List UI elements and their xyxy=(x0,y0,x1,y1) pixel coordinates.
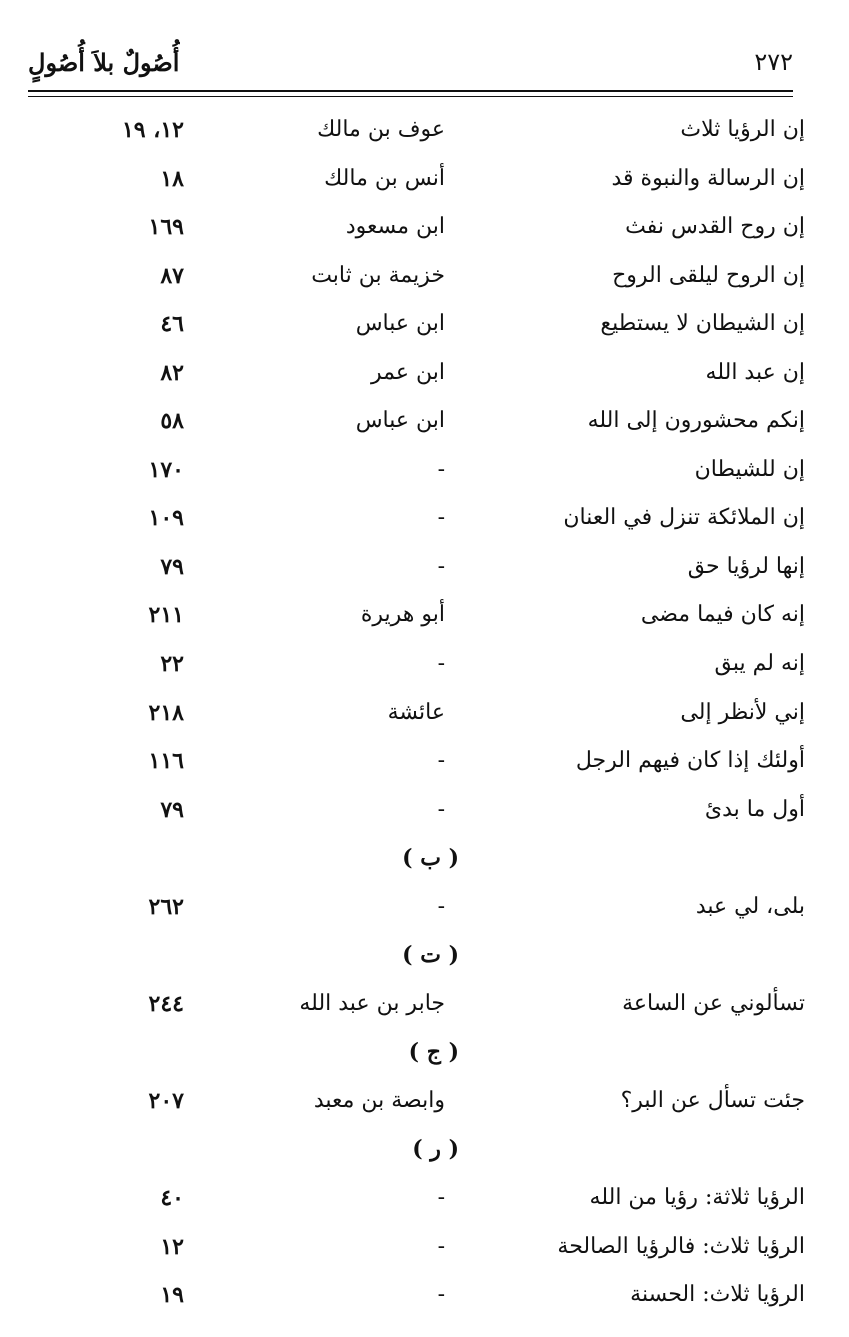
index-entry-row xyxy=(0,109,849,158)
page-reference: ١٢ xyxy=(160,1233,184,1260)
narrator-name: - xyxy=(437,893,445,919)
hadith-opening-text: الرؤيا ثلاث: فالرؤيا الصالحة xyxy=(557,1233,805,1259)
hadith-opening-text: إن روح القدس نفث xyxy=(625,214,805,240)
section-heading-row xyxy=(0,934,849,983)
narrator-name: عائشة xyxy=(387,699,445,725)
hadith-opening-text: إنه كان فيما مضى xyxy=(640,602,805,628)
page-reference: ٢١٨ xyxy=(148,699,184,726)
narrator-name: ابن عمر xyxy=(371,359,445,385)
hadith-opening-text: إن الشيطان لا يستطيع xyxy=(600,311,805,337)
page-reference: ٨٧ xyxy=(160,262,184,289)
hadith-opening-text: إنكم محشورون إلى الله xyxy=(587,408,805,434)
section-heading: ( ج ) xyxy=(408,1039,459,1066)
index-entry-row xyxy=(0,1080,849,1129)
hadith-opening-text: الرؤيا ثلاثة: رؤيا من الله xyxy=(589,1185,805,1211)
hadith-opening-text: أولئك إذا كان فيهم الرجل xyxy=(575,748,805,774)
index-entry-row xyxy=(0,886,849,935)
index-entry-row xyxy=(0,643,849,692)
narrator-name: - xyxy=(437,1233,445,1259)
page-reference: ١٢، ١٩ xyxy=(121,117,184,143)
section-heading-row xyxy=(0,1031,849,1080)
page-reference: ٤٦ xyxy=(160,311,184,338)
page-header xyxy=(28,48,793,88)
page-reference: ١٩ xyxy=(160,1282,184,1309)
index-entry-row xyxy=(0,1226,849,1275)
index-entry-row xyxy=(0,692,849,741)
index-entry-row xyxy=(0,983,849,1032)
index-entry-row xyxy=(0,740,849,789)
narrator-name: - xyxy=(437,748,445,774)
header-rule-thin xyxy=(28,96,793,97)
section-heading: ( ت ) xyxy=(402,942,459,969)
page-reference: ١٠٩ xyxy=(148,505,184,532)
narrator-name: - xyxy=(437,505,445,531)
index-entry-row xyxy=(0,206,849,255)
hadith-opening-text: إنها لرؤيا حق xyxy=(687,553,805,579)
index-entry-row xyxy=(0,546,849,595)
section-heading: ( ب ) xyxy=(402,845,459,872)
hadith-opening-text: إن الرسالة والنبوة قد xyxy=(611,165,805,191)
page-reference: ٤٠ xyxy=(160,1185,184,1212)
hadith-opening-text: إني لأنظر إلى xyxy=(680,699,805,725)
hadith-opening-text: إن عبد الله xyxy=(705,359,805,385)
section-heading-row xyxy=(0,1128,849,1177)
index-entry-row xyxy=(0,303,849,352)
hadith-opening-text: الرؤيا ثلاث: الحسنة xyxy=(630,1282,805,1308)
narrator-name: ابن مسعود xyxy=(345,214,445,240)
page-reference: ١١٦ xyxy=(148,748,184,775)
index-entry-row xyxy=(0,1274,849,1323)
section-heading: ( ر ) xyxy=(412,1136,459,1163)
hadith-opening-text: إن للشيطان xyxy=(694,456,805,482)
index-entry-row xyxy=(0,1177,849,1226)
hadith-opening-text: بلى، لي عبد xyxy=(695,893,805,919)
narrator-name: ابن عباس xyxy=(355,311,445,337)
index-entry-row xyxy=(0,352,849,401)
page-reference: ٧٩ xyxy=(160,553,184,580)
index-entry-row xyxy=(0,255,849,304)
hadith-opening-text: إن الروح ليلقى الروح xyxy=(612,262,805,288)
hadith-opening-text: جئت تسأل عن البر؟ xyxy=(620,1087,805,1113)
narrator-name: - xyxy=(437,1282,445,1308)
index-entry-row xyxy=(0,449,849,498)
narrator-name: خزيمة بن ثابت xyxy=(311,262,445,288)
hadith-index-list xyxy=(0,109,849,1323)
hadith-opening-text: إن الرؤيا ثلاث xyxy=(680,117,805,142)
page-number: ٢٧٢ xyxy=(754,48,793,76)
narrator-name: أبو هريرة xyxy=(360,602,445,628)
index-entry-row xyxy=(0,594,849,643)
narrator-name: أنس بن مالك xyxy=(324,165,445,191)
page-reference: ١٨ xyxy=(160,165,184,192)
section-heading-row xyxy=(0,837,849,886)
page-reference: ١٧٠ xyxy=(148,456,184,483)
page-reference: ٢١١ xyxy=(148,602,184,629)
narrator-name: - xyxy=(437,1185,445,1211)
index-entry-row xyxy=(0,497,849,546)
narrator-name: - xyxy=(437,553,445,579)
page-reference: ٢٦٢ xyxy=(148,893,184,920)
book-title: أُصُولٌ بلاَ أُصُولٍ xyxy=(28,48,180,77)
hadith-opening-text: تسألوني عن الساعة xyxy=(622,990,805,1016)
page-reference: ١٦٩ xyxy=(148,214,184,241)
narrator-name: وابصة بن معبد xyxy=(313,1087,445,1113)
hadith-opening-text: أول ما بدئ xyxy=(704,796,805,822)
narrator-name: ابن عباس xyxy=(355,408,445,434)
index-entry-row xyxy=(0,158,849,207)
page-reference: ٢٠٧ xyxy=(148,1087,184,1114)
index-entry-row xyxy=(0,400,849,449)
page-reference: ٢٢ xyxy=(160,651,184,678)
narrator-name: - xyxy=(437,456,445,482)
page-reference: ٧٩ xyxy=(160,796,184,823)
hadith-opening-text: إنه لم يبق xyxy=(714,651,805,677)
narrator-name: عوف بن مالك xyxy=(317,117,445,142)
narrator-name: جابر بن عبد الله xyxy=(299,990,445,1016)
page-reference: ٥٨ xyxy=(160,408,184,435)
index-entry-row xyxy=(0,789,849,838)
hadith-opening-text: إن الملائكة تنزل في العنان xyxy=(563,505,805,531)
header-rule-thick xyxy=(28,90,793,92)
page-reference: ٨٢ xyxy=(160,359,184,386)
narrator-name: - xyxy=(437,796,445,822)
narrator-name: - xyxy=(437,651,445,677)
page-reference: ٢٤٤ xyxy=(148,990,184,1017)
